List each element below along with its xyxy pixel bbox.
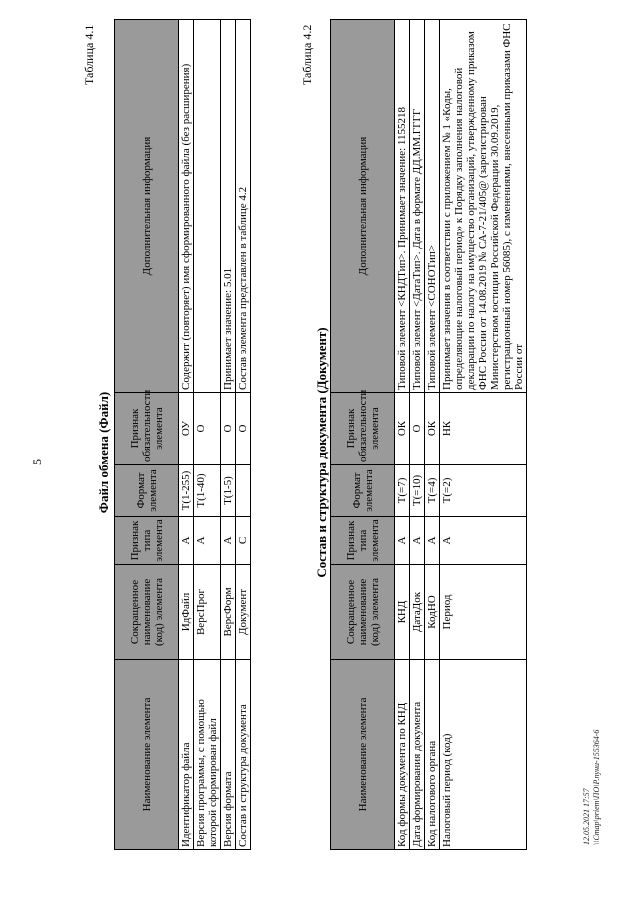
table-row — [194, 20, 221, 850]
table-cell: Состав и структура документа — [236, 660, 251, 850]
table-cell: С — [236, 517, 251, 565]
table-header-row — [331, 20, 395, 850]
table-cell: О — [410, 393, 425, 465]
table-cell: НК — [440, 393, 527, 465]
table-cell: ОК — [425, 393, 440, 465]
table-cell: Т(1-40) — [194, 465, 221, 517]
table-caption-2: Таблица 4.2 — [300, 24, 314, 85]
table-caption-1: Таблица 4.1 — [82, 24, 96, 85]
footer-stamp — [582, 730, 602, 845]
table-cell: Период — [440, 565, 527, 660]
table-cell: А — [425, 517, 440, 565]
document-structure-table — [330, 19, 527, 850]
table-header-row — [115, 20, 179, 850]
table-row — [410, 20, 425, 850]
table-cell: Документ — [236, 565, 251, 660]
table-cell: ОУ — [179, 393, 194, 465]
table-cell: КодНО — [425, 565, 440, 660]
table-row — [221, 20, 236, 850]
table-cell: Версия программы, с помощью которой сформирован файл — [194, 660, 221, 850]
header-cell: Наименование элемента — [115, 660, 179, 850]
table-cell: Дата формирования документа — [410, 660, 425, 850]
table-cell: ОК — [395, 393, 410, 465]
table-cell: Код формы документа по КНД — [395, 660, 410, 850]
table-cell: КНД — [395, 565, 410, 660]
table-cell: Состав элемента представлен в таблице 4.2 — [236, 20, 251, 393]
footer-line: \\Cmap\priem\ПО\Р.пуни-155364-6 — [592, 729, 601, 845]
table-cell: А — [395, 517, 410, 565]
table-cell: Версия формата — [221, 660, 236, 850]
header-cell: Дополнительная информация — [115, 20, 179, 393]
table-title-1: Файл обмена (Файл) — [96, 391, 111, 514]
header-cell: Формат элемента — [331, 465, 395, 517]
table-cell: А — [194, 517, 221, 565]
header-cell: Признак типа элемента — [331, 517, 395, 565]
table-cell: Т(=4) — [425, 465, 440, 517]
table-cell — [194, 20, 221, 393]
header-cell: Признак обязательности элемента — [331, 393, 395, 465]
table-cell: Т(=2) — [440, 465, 527, 517]
file-exchange-table — [114, 19, 251, 850]
table-cell: Т(=7) — [395, 465, 410, 517]
table-cell: О — [236, 393, 251, 465]
table-cell: Типовой элемент <КНДТип>. Принимает значение: 1155218 — [395, 20, 410, 393]
header-cell: Признак обязательности элемента — [115, 393, 179, 465]
table-cell: Т(1-5) — [221, 465, 236, 517]
header-cell: Сокращенное наименование (код) элемента — [115, 565, 179, 660]
table-cell: О — [194, 393, 221, 465]
header-cell: Формат элемента — [115, 465, 179, 517]
table-cell: ВерсПрог — [194, 565, 221, 660]
table-cell: ИдФайл — [179, 565, 194, 660]
table-cell: ДатаДок — [410, 565, 425, 660]
header-cell: Признак типа элемента — [115, 517, 179, 565]
table-cell: ВерсФорм — [221, 565, 236, 660]
table-cell: Типовой элемент <ДатаТип>. Дата в формате ДД.ММ.ГГГГ — [410, 20, 425, 393]
table-cell: Содержит (повторяет) имя сформированного файла (без расширения) — [179, 20, 194, 393]
table-cell: А — [440, 517, 527, 565]
header-cell: Наименование элемента — [331, 660, 395, 850]
table-cell: А — [179, 517, 194, 565]
table-row — [395, 20, 410, 850]
table-cell: А — [221, 517, 236, 565]
table-row — [425, 20, 440, 850]
table-cell: А — [410, 517, 425, 565]
page-number: 5 — [30, 459, 44, 465]
header-cell: Дополнительная информация — [331, 20, 395, 393]
table-cell: Типовой элемент <СОНОТип> — [425, 20, 440, 393]
table-title-2: Состав и структура документа (Документ) — [314, 327, 329, 578]
table-cell — [236, 465, 251, 517]
table-cell: Принимает значение: 5.01 — [221, 20, 236, 393]
table-cell: Принимает значения в соответствии с приложением № 1 «Коды, определяющие налоговый период» к Порядку заполнения налоговой декларации по налогу на имущество организаций, утвержденному приказом ФНС России от 14.08.2019 № СА-7-21/405@ (зарегистрирован Министерством юстиции Российской Федерации 30.09.2019, регистрационный номер 56085), с изменениями, внесенными приказами ФНС России от — [440, 20, 527, 393]
table-row — [236, 20, 251, 850]
table-cell: Код налогового органа — [425, 660, 440, 850]
header-cell: Сокращенное наименование (код) элемента — [331, 565, 395, 660]
footer-line: 12.05.2021 17:57 — [582, 788, 591, 845]
table-cell: Налоговый период (код) — [440, 660, 527, 850]
table-row — [440, 20, 527, 850]
table-row — [179, 20, 194, 850]
table-cell: О — [221, 393, 236, 465]
table-cell: Т(=10) — [410, 465, 425, 517]
table-cell: Т(1-255) — [179, 465, 194, 517]
table-cell: Идентификатор файла — [179, 660, 194, 850]
